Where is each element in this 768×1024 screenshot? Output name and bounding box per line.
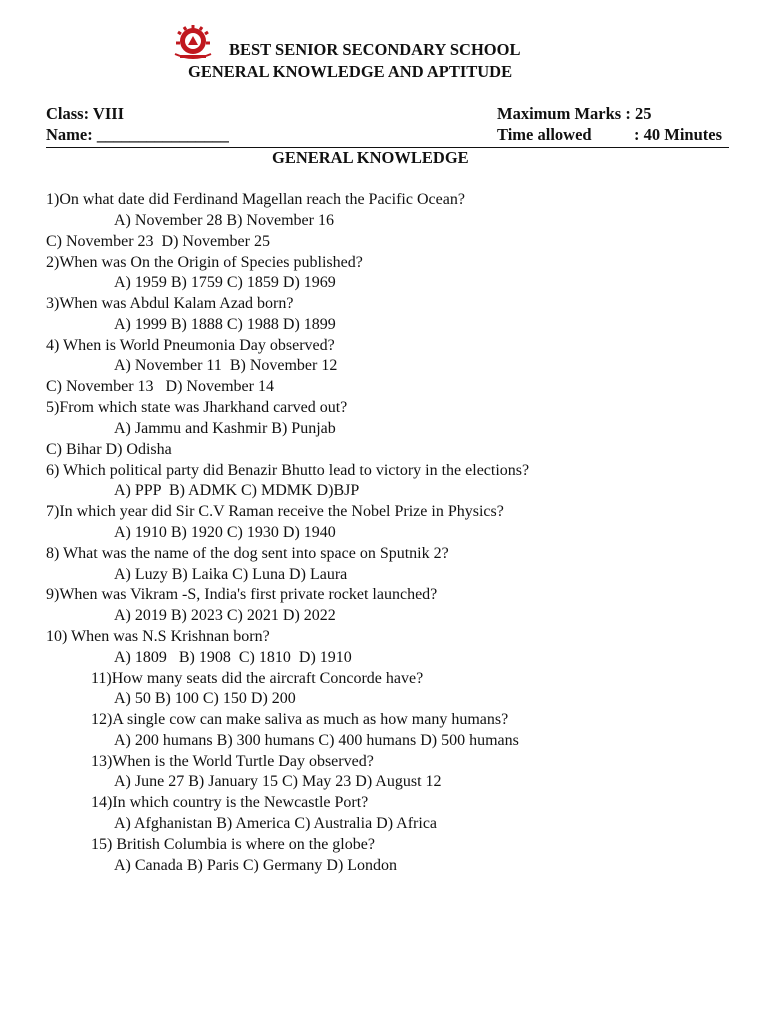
answer-options: A) Jammu and Kashmir B) Punjab [114, 420, 336, 437]
answer-options: A) 1999 B) 1888 C) 1988 D) 1899 [114, 316, 336, 333]
answer-options: C) November 23 D) November 25 [46, 233, 270, 250]
question-text: 12)A single cow can make saliva as much as how many humans? [91, 711, 509, 728]
answer-options: A) PPP B) ADMK C) MDMK D)BJP [114, 482, 360, 499]
answer-options: A) Luzy B) Laika C) Luna D) Laura [114, 566, 348, 583]
school-name: BEST SENIOR SECONDARY SCHOOL [229, 40, 521, 59]
answer-options: A) November 28 B) November 16 [114, 212, 334, 229]
max-marks: Maximum Marks : 25 [497, 104, 652, 123]
time-allowed-value: : 40 Minutes [634, 125, 722, 144]
question-text: 10) When was N.S Krishnan born? [46, 628, 270, 645]
question-text: 15) British Columbia is where on the globe? [91, 836, 375, 853]
school-emblem-icon [171, 24, 215, 62]
question-text: 14)In which country is the Newcastle Port? [91, 794, 369, 811]
question-text: 2)When was On the Origin of Species published? [46, 254, 363, 271]
time-allowed-label: Time allowed [497, 125, 592, 144]
answer-options: A) 50 B) 100 C) 150 D) 200 [114, 690, 296, 707]
answer-options: A) Canada B) Paris C) Germany D) London [114, 857, 398, 874]
question-text: 7)In which year did Sir C.V Raman receive the Nobel Prize in Physics? [46, 503, 504, 520]
question-text: 8) What was the name of the dog sent into space on Sputnik 2? [46, 545, 449, 562]
answer-options: A) 1809 B) 1908 C) 1810 D) 1910 [114, 649, 352, 666]
answer-options: A) Afghanistan B) America C) Australia D) Africa [114, 815, 438, 832]
answer-options: C) Bihar D) Odisha [46, 441, 172, 458]
question-text: 5)From which state was Jharkhand carved out? [46, 399, 348, 416]
answer-options: C) November 13 D) November 14 [46, 378, 274, 395]
exam-title: GENERAL KNOWLEDGE AND APTITUDE [188, 62, 513, 81]
question-text: 11)How many seats did the aircraft Concorde have? [91, 670, 424, 687]
answer-options: A) June 27 B) January 15 C) May 23 D) August 12 [114, 773, 442, 790]
question-text: 13)When is the World Turtle Day observed? [91, 753, 374, 770]
answer-options: A) 2019 B) 2023 C) 2021 D) 2022 [114, 607, 336, 624]
question-text: 3)When was Abdul Kalam Azad born? [46, 295, 294, 312]
answer-options: A) 1959 B) 1759 C) 1859 D) 1969 [114, 274, 336, 291]
class-label: Class: VIII [46, 104, 125, 123]
answer-options: A) 200 humans B) 300 humans C) 400 humans D) 500 humans [114, 732, 519, 749]
section-title: GENERAL KNOWLEDGE [272, 148, 469, 167]
question-text: 6) Which political party did Benazir Bhutto lead to victory in the elections? [46, 462, 530, 479]
question-text: 1)On what date did Ferdinand Magellan reach the Pacific Ocean? [46, 191, 465, 208]
answer-options: A) November 11 B) November 12 [114, 357, 338, 374]
question-text: 4) When is World Pneumonia Day observed? [46, 337, 335, 354]
question-text: 9)When was Vikram -S, India's first private rocket launched? [46, 586, 438, 603]
answer-options: A) 1910 B) 1920 C) 1930 D) 1940 [114, 524, 336, 541]
name-label: Name: ________________ [46, 125, 229, 144]
